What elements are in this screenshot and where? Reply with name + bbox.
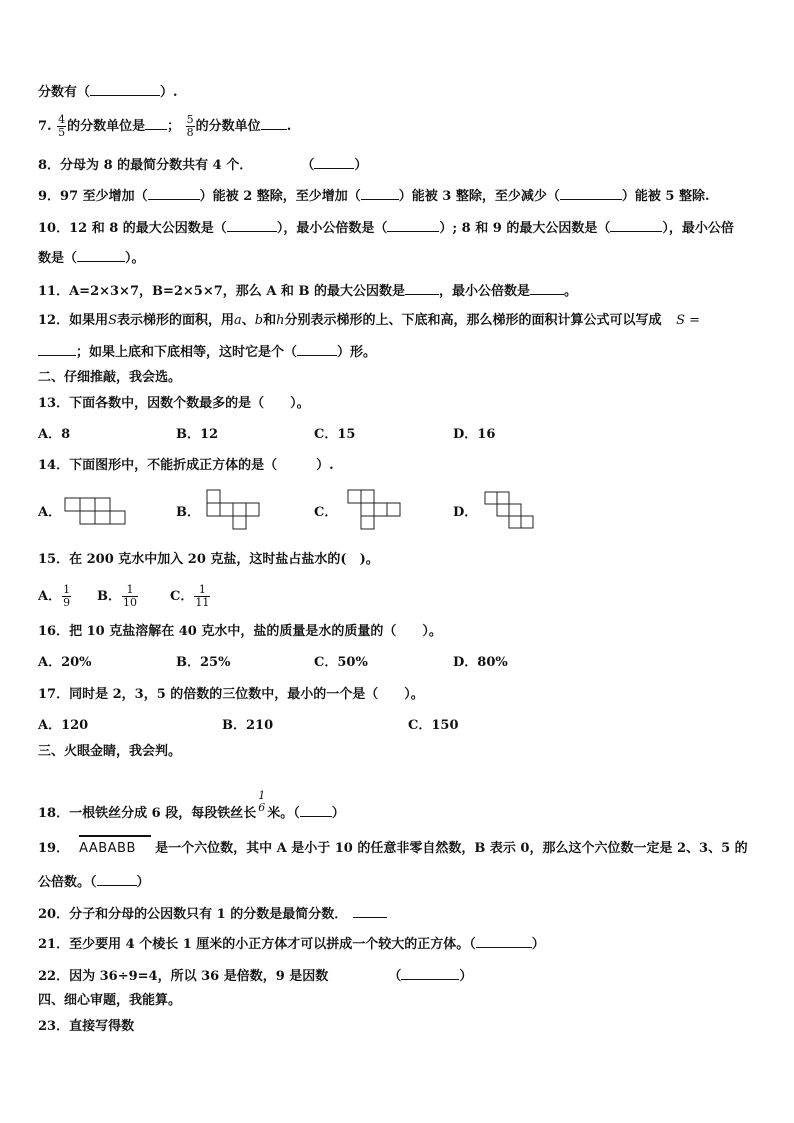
question-19 [38,835,748,858]
q14-net-b [206,489,264,533]
q9-text-b: ）能被 2 整除，至少增加（ [199,189,361,204]
q12-var-h: h [276,313,285,328]
q16-option-a[interactable]: A．20% [38,655,92,670]
q9-text-d: ）能被 5 整除. [621,189,710,204]
q13-option-c[interactable]: C．15 [314,427,356,442]
question-11 [38,281,577,301]
q6-tail [38,82,178,102]
q15-c-denominator: 11 [195,596,210,609]
q7-end: . [286,119,292,134]
q10-blank-1[interactable] [227,218,277,232]
q13-option-b[interactable]: B．12 [176,427,219,442]
q7-f2-denominator: 8 [186,126,194,139]
q14-option-b[interactable]: B． [176,505,200,520]
q15-a-label: A． [38,589,62,604]
q6-blank[interactable] [90,82,160,96]
q7-separator: ； [167,119,181,134]
q15-c-label: C． [170,589,194,604]
q12-blank-2[interactable] [297,342,337,356]
q7-f1-denominator: 5 [58,126,66,139]
q11-text-a: 11．A=2×3×7，B=2×5×7，那么 A 和 B 的最大公因数是 [38,284,405,299]
q11-blank-2[interactable] [530,281,564,295]
q16-option-d[interactable]: D．80% [453,655,508,670]
question-20 [38,904,387,924]
q18-blank[interactable] [300,803,332,817]
q8-blank[interactable] [314,155,354,169]
q14-option-a[interactable]: A． [38,505,62,520]
q12-var-a: a [234,313,242,328]
q15-b-label: B． [97,589,121,604]
q14-option-c[interactable]: C． [314,505,338,520]
q18-text-c: ） [331,806,345,821]
q15-option-a[interactable] [38,584,72,609]
q9-blank-3[interactable] [560,186,622,200]
q7-number: 7. [38,119,52,134]
q22-paren-open: （ [388,969,402,984]
question-19-cont [38,872,150,892]
question-12-cont [38,342,376,362]
question-17: 17．同时是 2，3，5 的倍数的三位数中，最小的一个是（ ）。 [38,687,424,702]
q7-text-1: 的分数单位是 [67,119,146,134]
q15-a-numerator: 1 [63,583,71,596]
question-9 [38,186,710,206]
q9-blank-2[interactable] [361,186,399,200]
q15-option-b[interactable] [97,584,139,609]
q21-blank[interactable] [476,934,532,948]
q18-numerator: 1 [258,789,266,802]
q10-text-b: ），最小公倍数是（ [276,221,388,236]
q17-option-b[interactable]: B．210 [222,718,274,733]
q10-blank-4[interactable] [77,248,125,262]
q14-option-d[interactable]: D． [453,505,478,520]
q19-blank[interactable] [97,872,137,886]
q19-text-c: ） [136,875,150,890]
q22-paren-close: ） [459,969,473,984]
question-21 [38,934,545,954]
question-18 [38,790,345,823]
q11-text-b: ，最小公倍数是 [438,284,530,299]
q7-f2-numerator: 5 [186,113,194,126]
q10-text-d: ），最小公倍 [662,221,734,236]
q10-blank-2[interactable] [387,218,439,232]
question-10 [38,218,734,238]
q14-net-c [347,489,403,533]
q16-option-c[interactable]: C．50% [314,655,368,670]
q12-text-f: ；如果上底和下底相等，这时它是个（ [76,345,298,360]
q17-option-c[interactable]: C．150 [408,718,459,733]
question-8 [38,155,367,175]
q19-six-digit-number: AABABB [79,835,151,858]
q15-c-numerator: 1 [194,584,210,597]
q15-b-numerator: 1 [122,584,138,597]
q8-text: 8．分母为 8 的最简分数共有 4 个． [38,158,253,173]
q21-text-b: ） [531,937,545,952]
q10-text-f: ）。 [125,251,145,266]
question-10-cont [38,248,145,268]
q9-text-c: ）能被 3 整除，至少减少（ [398,189,560,204]
q6-close: ）. [160,85,178,100]
q12-text-a: 12．如果用 [38,313,109,328]
question-15: 15．在 200 克水中加入 20 克盐，这时盐占盐水的( )。 [38,552,379,567]
q15-b-denominator: 10 [123,596,137,609]
q16-option-b[interactable]: B．25% [176,655,231,670]
q17-option-a[interactable]: A．120 [38,718,89,733]
q19-text-b: 公倍数。（ [38,875,97,890]
question-12 [38,312,700,330]
q21-text-a: 21．至少要用 4 个棱长 1 厘米的小正方体才可以拼成一个较大的正方体。（ [38,937,476,952]
q15-option-c[interactable] [170,584,211,609]
q12-var-s: S [108,313,117,328]
q7-fraction-1 [57,114,66,139]
q6-text: 分数有（ [38,85,91,100]
q12-text-g: ）形。 [337,345,377,360]
q18-text-a: 18．一根铁丝分成 6 段，每段铁丝长 [38,806,257,821]
question-14: 14．下面图形中，不能折成正方体的是（ ）. [38,458,334,473]
question-23: 23．直接写得数 [38,1019,135,1034]
q11-blank-1[interactable] [405,281,439,295]
q7-f1-numerator: 4 [58,113,66,126]
q13-option-a[interactable]: A．8 [38,427,71,442]
section-3-heading: 三、火眼金睛，我会判。 [38,744,182,759]
question-16: 16．把 10 克盐溶解在 40 克水中，盐的质量是水的质量的（ ）。 [38,624,442,639]
section-4-heading: 四、细心审题，我能算。 [38,993,182,1008]
q7-text-2: 的分数单位 [195,119,261,134]
q10-text-e: 数是（ [38,251,78,266]
q8-paren-close: ） [354,158,368,173]
q15-a-fraction [62,584,71,609]
q13-option-d[interactable]: D．16 [453,427,496,442]
q18-text-b: 米。（ [267,806,300,821]
q7-fraction-2 [186,114,195,139]
question-13: 13．下面各数中，因数个数最多的是（ ）。 [38,396,310,411]
q20-text: 20．分子和分母的公因数只有 1 的分数是最简分数． [38,907,348,922]
q12-formula-s: S = [676,313,700,328]
q9-text-a: 9．97 至少增加（ [38,189,148,204]
q8-paren-open: （ [301,158,315,173]
q15-c-fraction [194,584,210,609]
q12-text-e: 分别表示梯形的上、下底和高，那么梯形的面积计算公式可以写成 [284,313,662,328]
q10-text-c: ）; 8 和 9 的最大公因数是（ [439,221,611,236]
q12-text-b: 表示梯形的面积，用 [117,313,235,328]
q18-fraction [257,790,266,814]
q12-var-b: b [254,313,264,328]
q20-blank[interactable] [353,904,387,918]
section-2-heading: 二、仔细推敲，我会选。 [38,370,182,385]
q10-blank-3[interactable] [610,218,662,232]
q19-number: 19． [38,841,70,856]
q19-text-a: 是一个六位数，其中 A 是小于 10 的任意非零自然数，B 表示 0，那么这个六位数一定是 2、3、5 的 [155,841,748,856]
question-22 [38,966,472,986]
q7-blank-1[interactable] [145,116,167,130]
q9-blank-1[interactable] [148,186,200,200]
question-7 [38,114,291,139]
q14-net-a [64,497,130,527]
q7-blank-2[interactable] [261,116,287,130]
q22-blank[interactable] [401,966,459,980]
q14-net-d [484,491,536,533]
q18-denominator: 6 [258,801,266,814]
q15-a-denominator: 9 [63,596,71,609]
q12-text-c: 、 [241,313,255,328]
q10-text-a: 10．12 和 8 的最大公因数是（ [38,221,227,236]
q22-text-a: 22．因为 36÷9=4，所以 36 是倍数，9 是因数 [38,969,329,984]
q15-b-fraction [122,584,138,609]
q12-text-d: 和 [263,313,277,328]
q11-text-c: 。 [564,284,578,299]
q12-blank-1[interactable] [38,342,76,356]
